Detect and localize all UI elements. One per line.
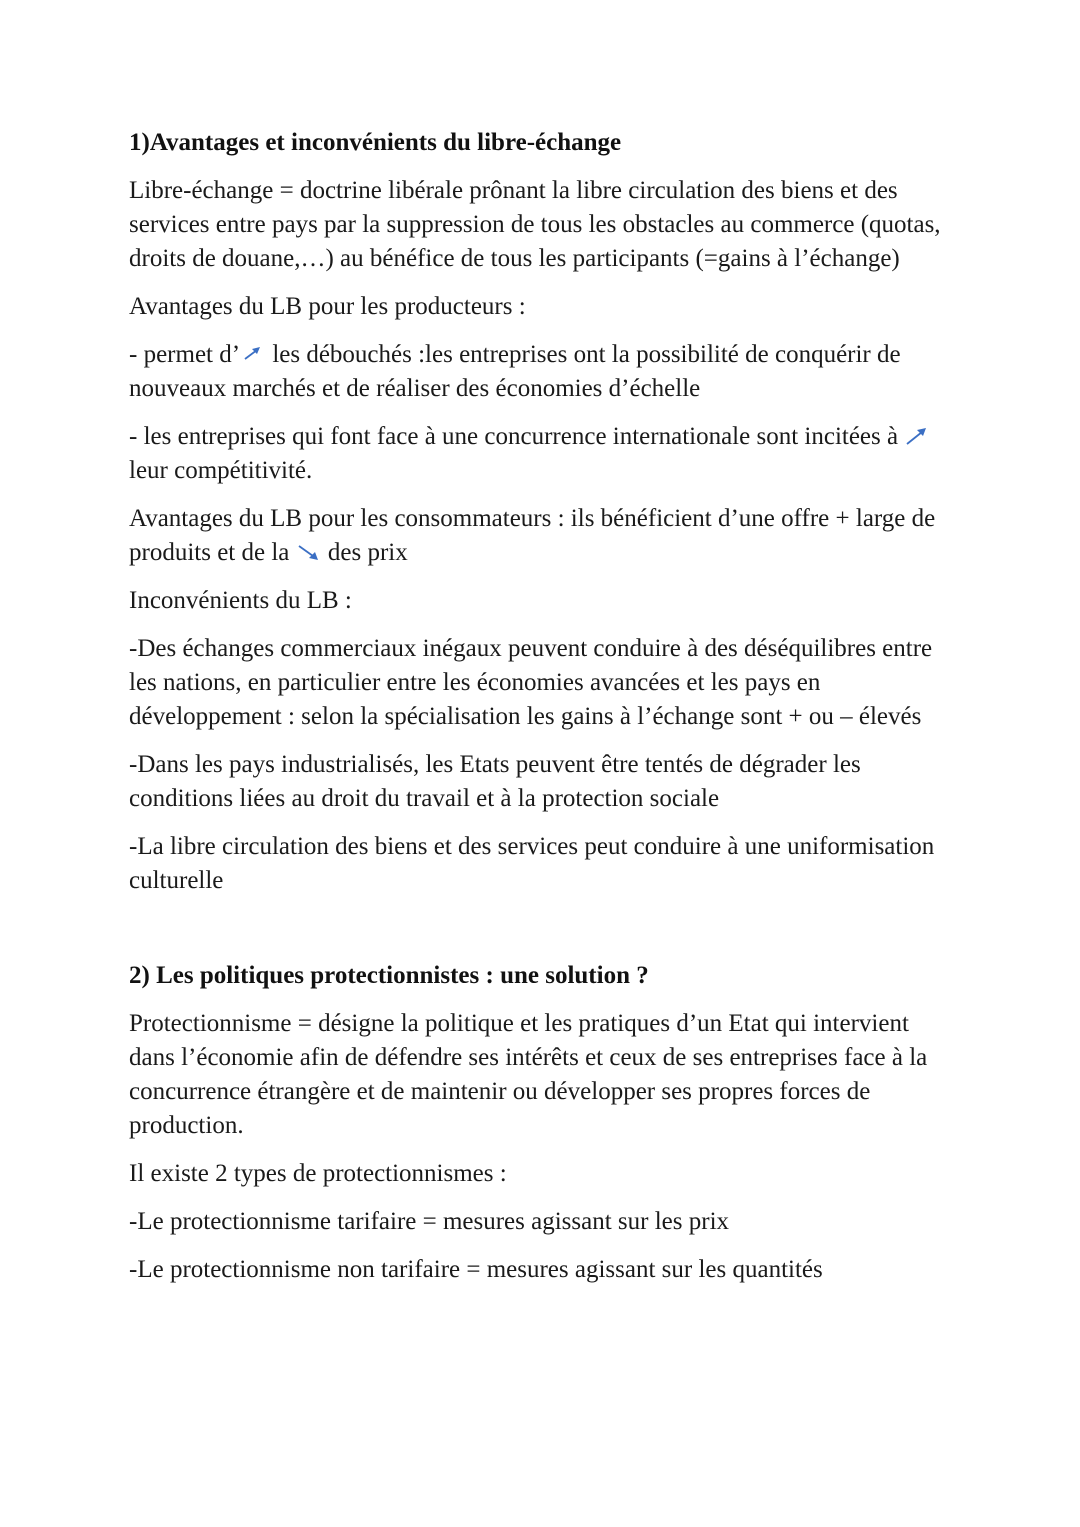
consumers-advantages xyxy=(129,502,959,570)
types-heading: Il existe 2 types de protectionnismes : xyxy=(129,1160,507,1187)
drawbacks-heading: Inconvénients du LB : xyxy=(129,587,352,614)
producers-point-1-before: - permet d’ xyxy=(129,341,241,368)
arrow-down-right-icon xyxy=(296,542,322,562)
arrow-up-right-icon xyxy=(904,426,930,446)
consumers-advantages-before: Avantages du LB pour les consommateurs : ils bénéficient d’une offre + large de produits et de la xyxy=(129,505,936,566)
drawback-item: -La libre circulation des biens et des services peut conduire à une uniformisation culturelle xyxy=(129,833,935,894)
producers-heading: Avantages du LB pour les producteurs : xyxy=(129,293,526,320)
protectionnisme-definition: Protectionnisme = désigne la politique et les pratiques d’un Etat qui intervient dans l’économie afin de défendre ses intérêts et ceux de ses entreprises face à la concurrence étrangère et de maintenir ou développer ses propres forces de production. xyxy=(129,1010,928,1139)
section-spacer xyxy=(129,912,959,959)
libre-echange-definition: Libre-échange = doctrine libérale prônant la libre circulation des biens et des services entre pays par la suppression de tous les obstacles au commerce (quotas, droits de douane,…) au bénéfice de tous les participants (=gains à l’échange) xyxy=(129,177,941,272)
producers-point-2-before: - les entreprises qui font face à une concurrence internationale sont incitées à xyxy=(129,423,905,450)
producers-point-2-after: leur compétitivité. xyxy=(129,457,313,484)
section2-title: 2) Les politiques protectionnistes : une solution ? xyxy=(129,962,649,989)
document-page xyxy=(129,126,959,1301)
producers-point-1 xyxy=(129,338,959,406)
arrow-up-right-icon xyxy=(240,344,266,364)
drawback-item: -Des échanges commerciaux inégaux peuvent conduire à des déséquilibres entre les nations, en particulier entre les économies avancées et les pays en développement : selon la spécialisation les gains à l’échange sont + ou – élevés xyxy=(129,635,933,730)
producers-point-2 xyxy=(129,420,959,488)
protectionism-type-item: -Le protectionnisme non tarifaire = mesures agissant sur les quantités xyxy=(129,1256,823,1283)
producers-point-1-after: les débouchés :les entreprises ont la possibilité de conquérir de nouveaux marchés et de réaliser des économies d’échelle xyxy=(129,341,901,402)
drawback-item: -Dans les pays industrialisés, les Etats peuvent être tentés de dégrader les conditions liées au droit du travail et à la protection sociale xyxy=(129,751,861,812)
protectionism-type-item: -Le protectionnisme tarifaire = mesures agissant sur les prix xyxy=(129,1208,730,1235)
section1-title: 1)Avantages et inconvénients du libre-échange xyxy=(129,129,622,156)
consumers-advantages-after: des prix xyxy=(321,539,408,566)
